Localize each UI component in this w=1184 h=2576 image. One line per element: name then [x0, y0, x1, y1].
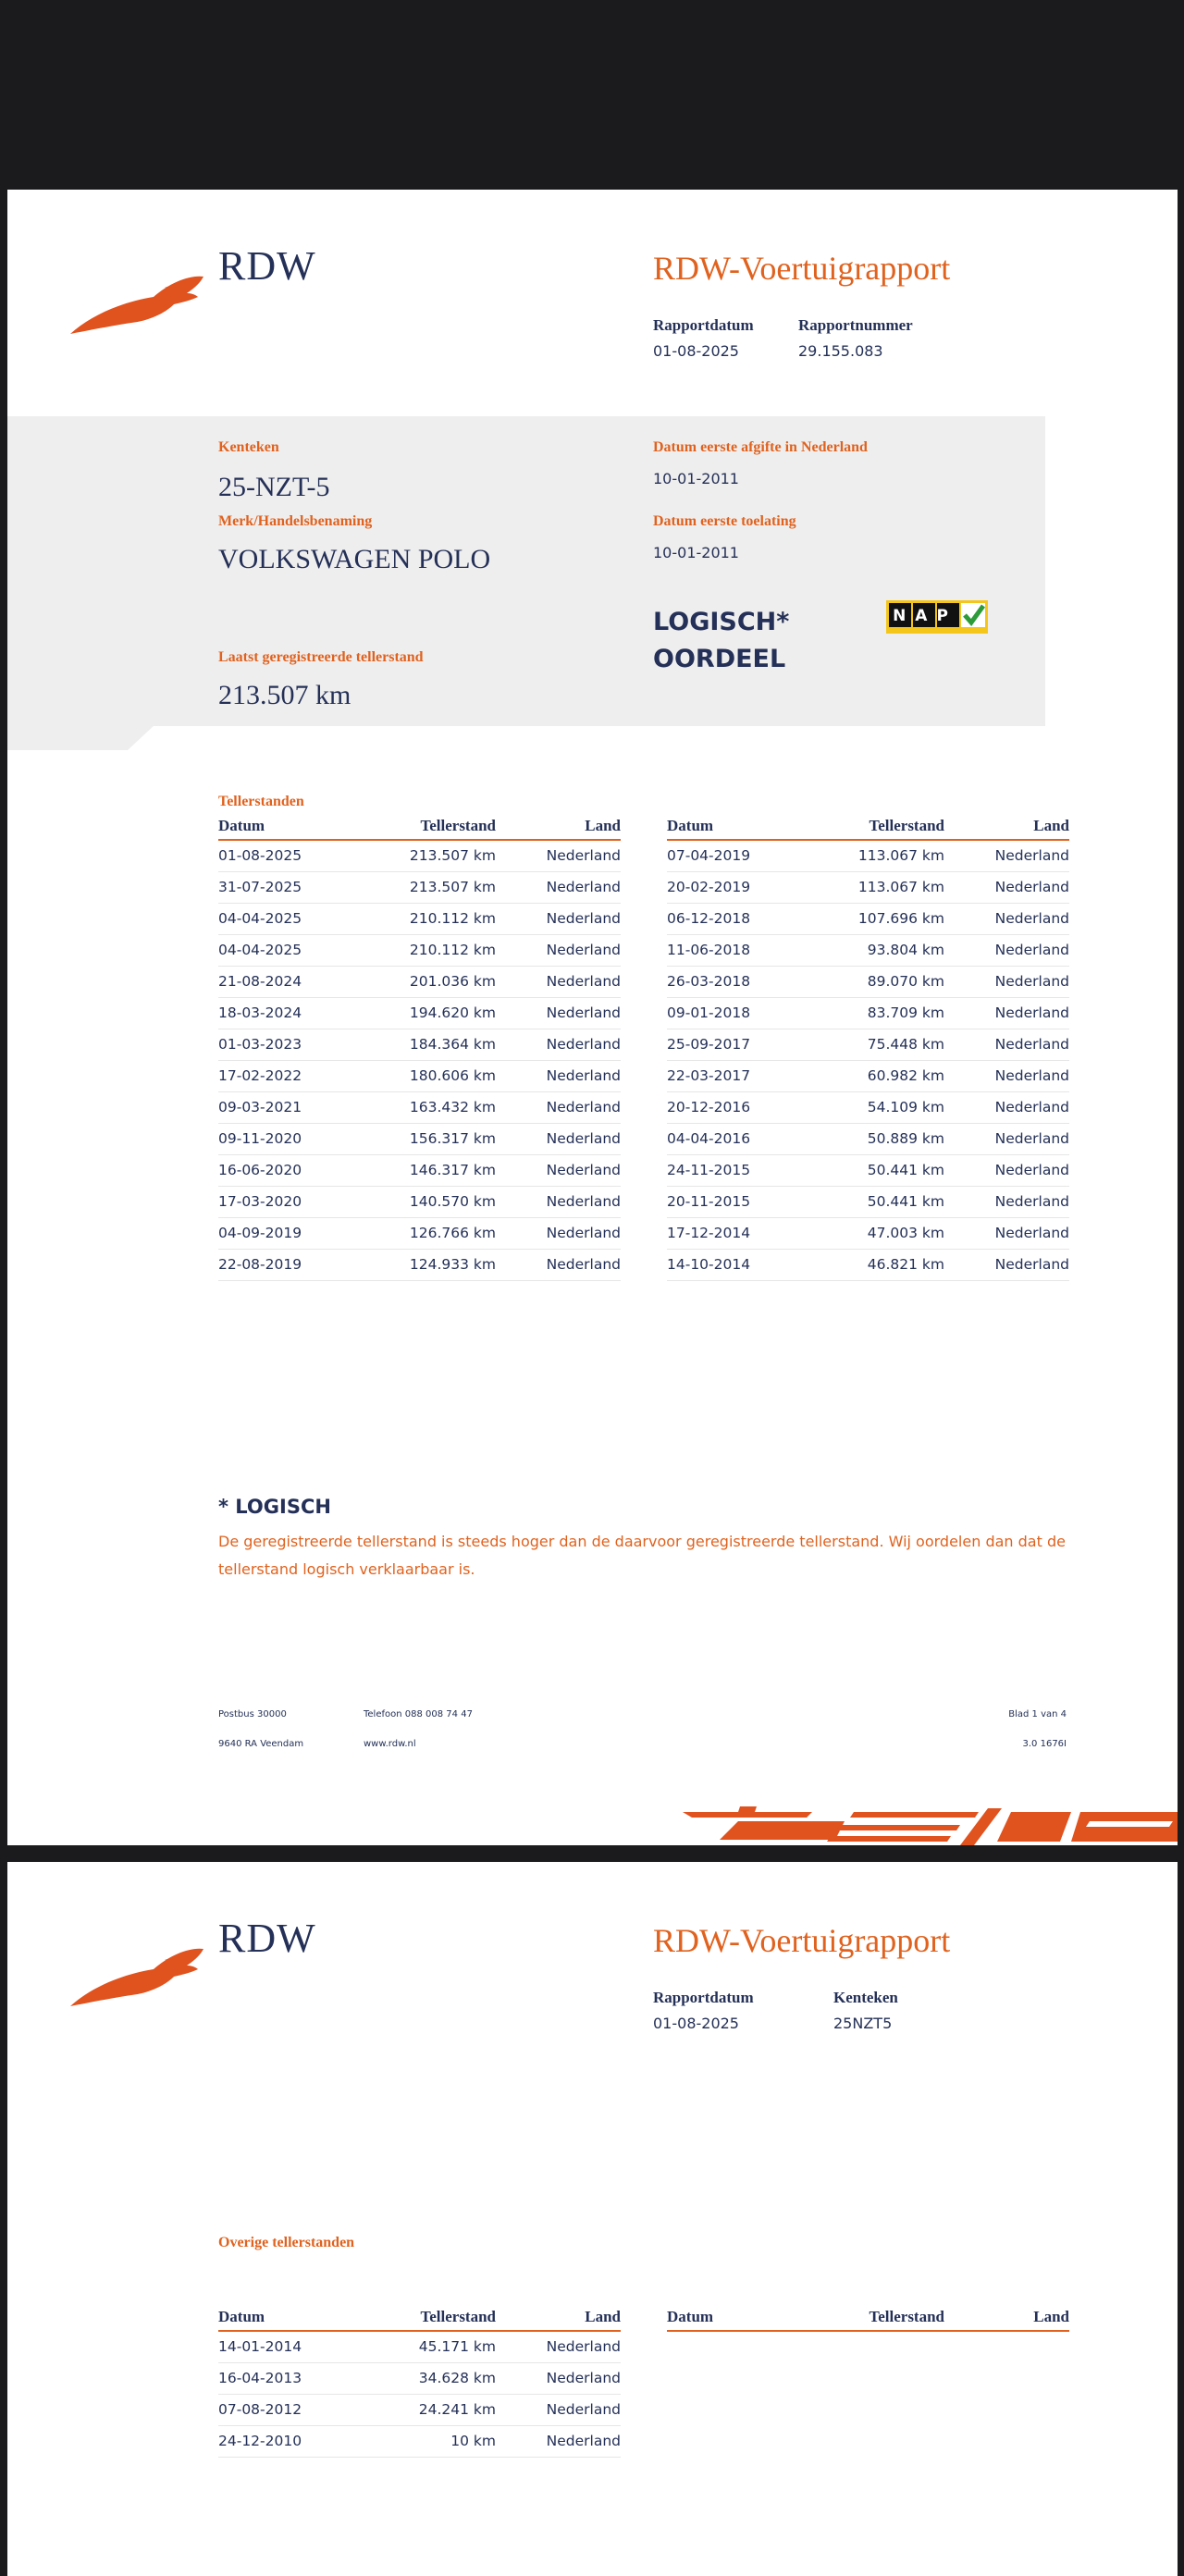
cell-land: Nederland	[496, 2331, 621, 2362]
cell-datum: 26-03-2018	[667, 966, 820, 997]
table-row	[218, 903, 621, 934]
column-header-tellerstand: Tellerstand	[820, 812, 944, 840]
footer-code: 3.0 1676I	[1022, 1739, 1067, 1749]
overige-table-right	[667, 2303, 1069, 2332]
cell-datum: 09-01-2018	[667, 997, 820, 1029]
report-page-1	[7, 190, 1178, 1845]
cell-datum: 24-11-2015	[667, 1154, 820, 1186]
cell-datum: 20-12-2016	[667, 1091, 820, 1123]
cell-land: Nederland	[496, 1249, 621, 1280]
table-row	[218, 1217, 621, 1249]
cell-land: Nederland	[496, 871, 621, 903]
cell-land: Nederland	[944, 1091, 1069, 1123]
table-row	[218, 871, 621, 903]
cell-datum: 25-09-2017	[667, 1029, 820, 1060]
cell-land: Nederland	[496, 2394, 621, 2425]
report-title: RDW-Voertuigrapport	[653, 250, 951, 287]
footer-telefoon: Telefoon 088 008 74 47	[364, 1709, 473, 1719]
table-header-row	[218, 812, 621, 840]
tellerstand-label: Laatst geregistreerde tellerstand	[218, 649, 424, 665]
cell-datum: 04-04-2016	[667, 1123, 820, 1154]
column-header-land: Land	[944, 812, 1069, 840]
cell-datum: 01-08-2025	[218, 840, 371, 871]
table-row	[218, 1123, 621, 1154]
cell-land: Nederland	[496, 1123, 621, 1154]
cell-tellerstand: 113.067 km	[820, 871, 944, 903]
column-header-datum: Datum	[218, 812, 371, 840]
cell-tellerstand: 107.696 km	[820, 903, 944, 934]
table-row	[218, 1029, 621, 1060]
cell-land: Nederland	[496, 903, 621, 934]
cell-land: Nederland	[496, 1217, 621, 1249]
cell-land: Nederland	[496, 1060, 621, 1091]
table-row	[667, 1249, 1069, 1280]
table-row	[218, 2362, 621, 2394]
cell-tellerstand: 124.933 km	[371, 1249, 496, 1280]
logo-text: RDW	[218, 1916, 316, 1961]
cell-tellerstand: 45.171 km	[371, 2331, 496, 2362]
cell-tellerstand: 34.628 km	[371, 2362, 496, 2394]
cell-datum: 14-10-2014	[667, 1249, 820, 1280]
cell-tellerstand: 50.889 km	[820, 1123, 944, 1154]
cell-datum: 17-02-2022	[218, 1060, 371, 1091]
table-row	[218, 1060, 621, 1091]
column-header-datum: Datum	[667, 812, 820, 840]
cell-land: Nederland	[944, 966, 1069, 997]
rapportdatum-label: Rapportdatum	[653, 1989, 754, 2006]
cell-tellerstand: 184.364 km	[371, 1029, 496, 1060]
table-header-row	[218, 2303, 621, 2331]
cell-land: Nederland	[944, 997, 1069, 1029]
kenteken-label: Kenteken	[218, 439, 279, 455]
cell-datum: 20-11-2015	[667, 1186, 820, 1217]
cell-tellerstand: 50.441 km	[820, 1154, 944, 1186]
cell-datum: 04-09-2019	[218, 1217, 371, 1249]
cell-datum: 17-03-2020	[218, 1186, 371, 1217]
table-row	[667, 1091, 1069, 1123]
merk-label: Merk/Handelsbenaming	[218, 513, 373, 529]
table-row	[667, 1217, 1069, 1249]
cell-tellerstand: 54.109 km	[820, 1091, 944, 1123]
cell-land: Nederland	[944, 1154, 1069, 1186]
cell-land: Nederland	[496, 997, 621, 1029]
table-row	[667, 1154, 1069, 1186]
cell-datum: 07-08-2012	[218, 2394, 371, 2425]
cell-tellerstand: 140.570 km	[371, 1186, 496, 1217]
cell-land: Nederland	[944, 1123, 1069, 1154]
cell-tellerstand: 93.804 km	[820, 934, 944, 966]
table-row	[667, 1029, 1069, 1060]
afgifte-value: 10-01-2011	[653, 470, 739, 487]
rapportnummer-label: Rapportnummer	[798, 316, 913, 334]
cell-datum: 31-07-2025	[218, 871, 371, 903]
overige-title: Overige tellerstanden	[218, 2235, 355, 2250]
afgifte-label: Datum eerste afgifte in Nederland	[653, 439, 868, 455]
cell-datum: 09-03-2021	[218, 1091, 371, 1123]
cell-datum: 18-03-2024	[218, 997, 371, 1029]
cell-tellerstand: 24.241 km	[371, 2394, 496, 2425]
cell-land: Nederland	[944, 1186, 1069, 1217]
cell-tellerstand: 47.003 km	[820, 1217, 944, 1249]
column-header-tellerstand: Tellerstand	[820, 2303, 944, 2331]
cell-datum: 20-02-2019	[667, 871, 820, 903]
table-body	[667, 840, 1069, 1280]
cell-land: Nederland	[944, 1249, 1069, 1280]
table-row	[218, 997, 621, 1029]
table-row	[218, 966, 621, 997]
cell-tellerstand: 156.317 km	[371, 1123, 496, 1154]
cell-land: Nederland	[496, 934, 621, 966]
tellerstanden-title: Tellerstanden	[218, 794, 304, 809]
footer-page-number: Blad 1 van 4	[1008, 1709, 1067, 1719]
rdw-eagle-logo-icon	[63, 1936, 220, 2015]
rapportdatum-value: 01-08-2025	[653, 2015, 739, 2032]
table-row	[218, 2425, 621, 2457]
cell-datum: 24-12-2010	[218, 2425, 371, 2457]
cell-datum: 22-03-2017	[667, 1060, 820, 1091]
column-header-land: Land	[944, 2303, 1069, 2331]
cell-tellerstand: 194.620 km	[371, 997, 496, 1029]
cell-datum: 16-06-2020	[218, 1154, 371, 1186]
column-header-land: Land	[496, 2303, 621, 2331]
cell-tellerstand: 10 km	[371, 2425, 496, 2457]
cell-land: Nederland	[944, 1029, 1069, 1060]
table-row	[667, 840, 1069, 871]
cell-tellerstand: 113.067 km	[820, 840, 944, 871]
toelating-label: Datum eerste toelating	[653, 513, 796, 529]
table-row	[667, 997, 1069, 1029]
cell-tellerstand: 213.507 km	[371, 871, 496, 903]
overige-table-left	[218, 2303, 621, 2458]
column-header-datum: Datum	[218, 2303, 371, 2331]
cell-tellerstand: 163.432 km	[371, 1091, 496, 1123]
rapportnummer-value: 29.155.083	[798, 342, 883, 360]
cell-datum: 01-03-2023	[218, 1029, 371, 1060]
rdw-eagle-logo-icon	[63, 264, 220, 342]
cell-tellerstand: 60.982 km	[820, 1060, 944, 1091]
vehicle-info-panel	[7, 416, 1045, 726]
cell-datum: 14-01-2014	[218, 2331, 371, 2362]
tellerstand-value: 213.507 km	[218, 680, 352, 710]
footer-stripes-decoration	[683, 1799, 1178, 1845]
table-row	[667, 871, 1069, 903]
kenteken-value: 25-NZT-5	[218, 472, 330, 502]
cell-datum: 21-08-2024	[218, 966, 371, 997]
cell-datum: 16-04-2013	[218, 2362, 371, 2394]
table-row	[218, 1186, 621, 1217]
table-row	[667, 1186, 1069, 1217]
tellerstanden-table-left	[218, 812, 621, 1281]
cell-tellerstand: 201.036 km	[371, 966, 496, 997]
table-row	[667, 1123, 1069, 1154]
cell-tellerstand: 46.821 km	[820, 1249, 944, 1280]
rapportdatum-label: Rapportdatum	[653, 316, 754, 334]
table-row	[218, 2331, 621, 2362]
cell-tellerstand: 50.441 km	[820, 1186, 944, 1217]
cell-land: Nederland	[496, 2425, 621, 2457]
table-body	[218, 2331, 621, 2457]
cell-tellerstand: 75.448 km	[820, 1029, 944, 1060]
cell-datum: 11-06-2018	[667, 934, 820, 966]
table-header-row	[667, 2303, 1069, 2331]
cell-datum: 06-12-2018	[667, 903, 820, 934]
table-row	[667, 966, 1069, 997]
table-row	[218, 2394, 621, 2425]
cell-datum: 04-04-2025	[218, 934, 371, 966]
nap-logo-text: NAP	[893, 607, 957, 625]
cell-land: Nederland	[496, 840, 621, 871]
cell-land: Nederland	[944, 934, 1069, 966]
table-row	[667, 1060, 1069, 1091]
cell-land: Nederland	[496, 1029, 621, 1060]
cell-land: Nederland	[496, 966, 621, 997]
cell-land: Nederland	[496, 2362, 621, 2394]
cell-land: Nederland	[944, 903, 1069, 934]
rapportdatum-value: 01-08-2025	[653, 342, 739, 360]
table-header-row	[667, 812, 1069, 840]
cell-land: Nederland	[496, 1154, 621, 1186]
table-row	[667, 903, 1069, 934]
table-row	[218, 1091, 621, 1123]
cell-land: Nederland	[944, 1060, 1069, 1091]
nap-logo	[886, 598, 988, 639]
cell-tellerstand: 180.606 km	[371, 1060, 496, 1091]
table-row	[218, 1154, 621, 1186]
cell-datum: 04-04-2025	[218, 903, 371, 934]
footer-website[interactable]: www.rdw.nl	[364, 1739, 416, 1749]
cell-land: Nederland	[944, 840, 1069, 871]
kenteken-value: 25NZT5	[833, 2015, 893, 2032]
note-heading: * LOGISCH	[218, 1496, 331, 1518]
table-row	[667, 934, 1069, 966]
table-row	[218, 1249, 621, 1280]
cell-datum: 09-11-2020	[218, 1123, 371, 1154]
table-row	[218, 934, 621, 966]
cell-tellerstand: 146.317 km	[371, 1154, 496, 1186]
oordeel-status: LOGISCH*	[653, 608, 790, 636]
cell-land: Nederland	[944, 1217, 1069, 1249]
table-row	[218, 840, 621, 871]
kenteken-label: Kenteken	[833, 1989, 898, 2006]
merk-value: VOLKSWAGEN POLO	[218, 544, 491, 574]
column-header-datum: Datum	[667, 2303, 820, 2331]
cell-tellerstand: 126.766 km	[371, 1217, 496, 1249]
cell-datum: 17-12-2014	[667, 1217, 820, 1249]
cell-tellerstand: 210.112 km	[371, 903, 496, 934]
oordeel-label: OORDEEL	[653, 645, 786, 673]
column-header-tellerstand: Tellerstand	[371, 812, 496, 840]
report-title: RDW-Voertuigrapport	[653, 1922, 951, 1959]
cell-tellerstand: 210.112 km	[371, 934, 496, 966]
tellerstanden-table-right	[667, 812, 1069, 1281]
footer-postbus: Postbus 30000	[218, 1709, 287, 1719]
note-text: De geregistreerde tellerstand is steeds hoger dan de daarvoor geregistreerde tellerstand. Wij oordelen dan dat de tellerstand logisch verklaarbaar is.	[218, 1533, 1066, 1578]
cell-land: Nederland	[496, 1186, 621, 1217]
logo-text: RDW	[218, 243, 316, 289]
toelating-value: 10-01-2011	[653, 544, 739, 561]
cell-datum: 22-08-2019	[218, 1249, 371, 1280]
column-header-tellerstand: Tellerstand	[371, 2303, 496, 2331]
cell-datum: 07-04-2019	[667, 840, 820, 871]
table-body	[218, 840, 621, 1280]
cell-land: Nederland	[944, 871, 1069, 903]
report-page-2	[7, 1862, 1178, 2576]
cell-tellerstand: 213.507 km	[371, 840, 496, 871]
cell-land: Nederland	[496, 1091, 621, 1123]
panel-tab-shape	[7, 724, 155, 752]
cell-tellerstand: 89.070 km	[820, 966, 944, 997]
cell-tellerstand: 83.709 km	[820, 997, 944, 1029]
footer-address: 9640 RA Veendam	[218, 1739, 304, 1749]
column-header-land: Land	[496, 812, 621, 840]
